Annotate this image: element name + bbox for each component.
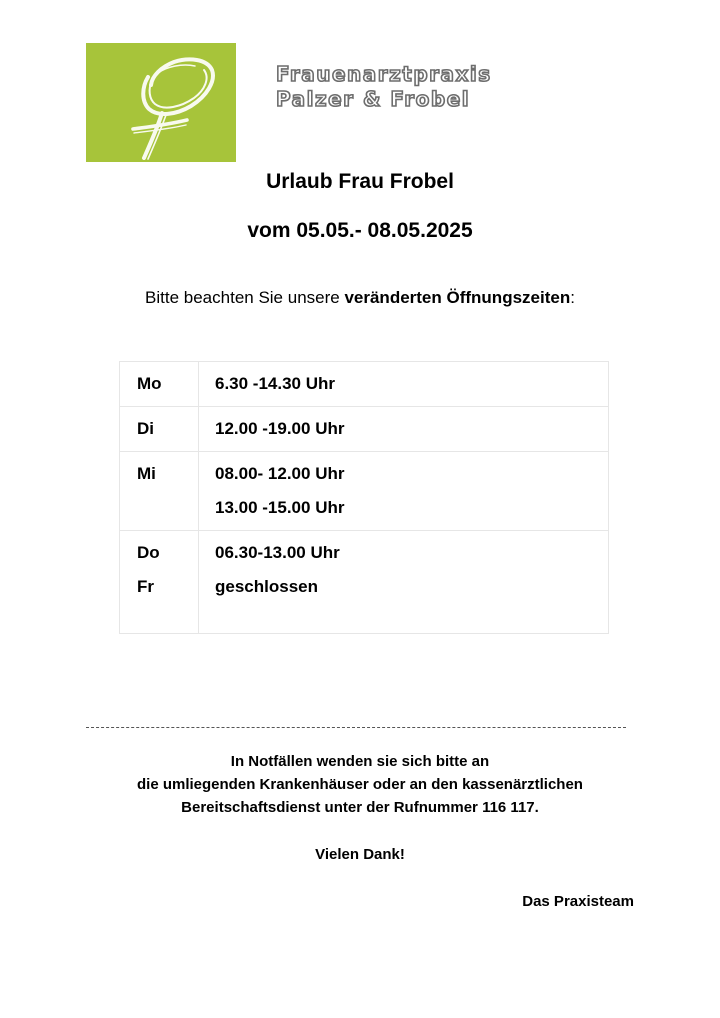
table-row xyxy=(120,531,609,634)
table-row xyxy=(120,362,609,407)
time-label: 6.30 -14.30 Uhr xyxy=(215,374,336,393)
opening-hours-notice xyxy=(0,288,720,308)
time-label: 12.00 -19.00 Uhr xyxy=(215,419,345,438)
vacation-date-range: vom 05.05.- 08.05.2025 xyxy=(247,219,473,242)
notice-prefix: Bitte beachten Sie unsere xyxy=(145,288,345,307)
emergency-notice xyxy=(0,750,720,819)
day-label: Mi xyxy=(137,464,156,483)
time-cell xyxy=(199,362,609,407)
practice-name xyxy=(276,62,492,112)
dashed-divider xyxy=(86,727,626,728)
day-label: Do xyxy=(137,543,160,562)
notice-suffix: : xyxy=(570,288,575,307)
emergency-line-1: In Notfällen wenden sie sich bitte an xyxy=(230,753,490,770)
time-cell xyxy=(199,407,609,452)
day-label: Mo xyxy=(137,374,162,393)
thanks-text: Vielen Dank! xyxy=(315,846,405,863)
day-label: Fr xyxy=(137,577,154,596)
time-cell xyxy=(199,452,609,531)
practice-logo xyxy=(86,43,236,162)
signature-text: Das Praxisteam xyxy=(522,893,634,910)
opening-hours-table xyxy=(119,361,609,634)
time-cell xyxy=(199,531,609,634)
time-label: geschlossen xyxy=(215,577,318,596)
emergency-line-3: Bereitschaftsdienst unter der Rufnummer 116 117. xyxy=(181,799,539,816)
day-cell xyxy=(120,362,199,407)
practice-name-line-2: Palzer & Frobel xyxy=(276,87,471,111)
day-label: Di xyxy=(137,419,154,438)
day-cell xyxy=(120,452,199,531)
female-symbol-icon xyxy=(86,43,236,162)
emergency-line-2: die umliegenden Krankenhäuser oder an den kassenärztlichen xyxy=(137,776,583,793)
table-row xyxy=(120,407,609,452)
notice-emphasis: veränderten Öffnungszeiten xyxy=(344,288,571,307)
day-cell xyxy=(120,407,199,452)
table-row xyxy=(120,452,609,531)
time-label: 06.30-13.00 Uhr xyxy=(215,543,340,562)
day-cell xyxy=(120,531,199,634)
time-label: 08.00- 12.00 Uhr xyxy=(215,464,345,483)
practice-name-line-1: Frauenarztpraxis xyxy=(276,62,492,86)
time-label: 13.00 -15.00 Uhr xyxy=(215,498,345,517)
vacation-title: Urlaub Frau Frobel xyxy=(266,170,454,193)
